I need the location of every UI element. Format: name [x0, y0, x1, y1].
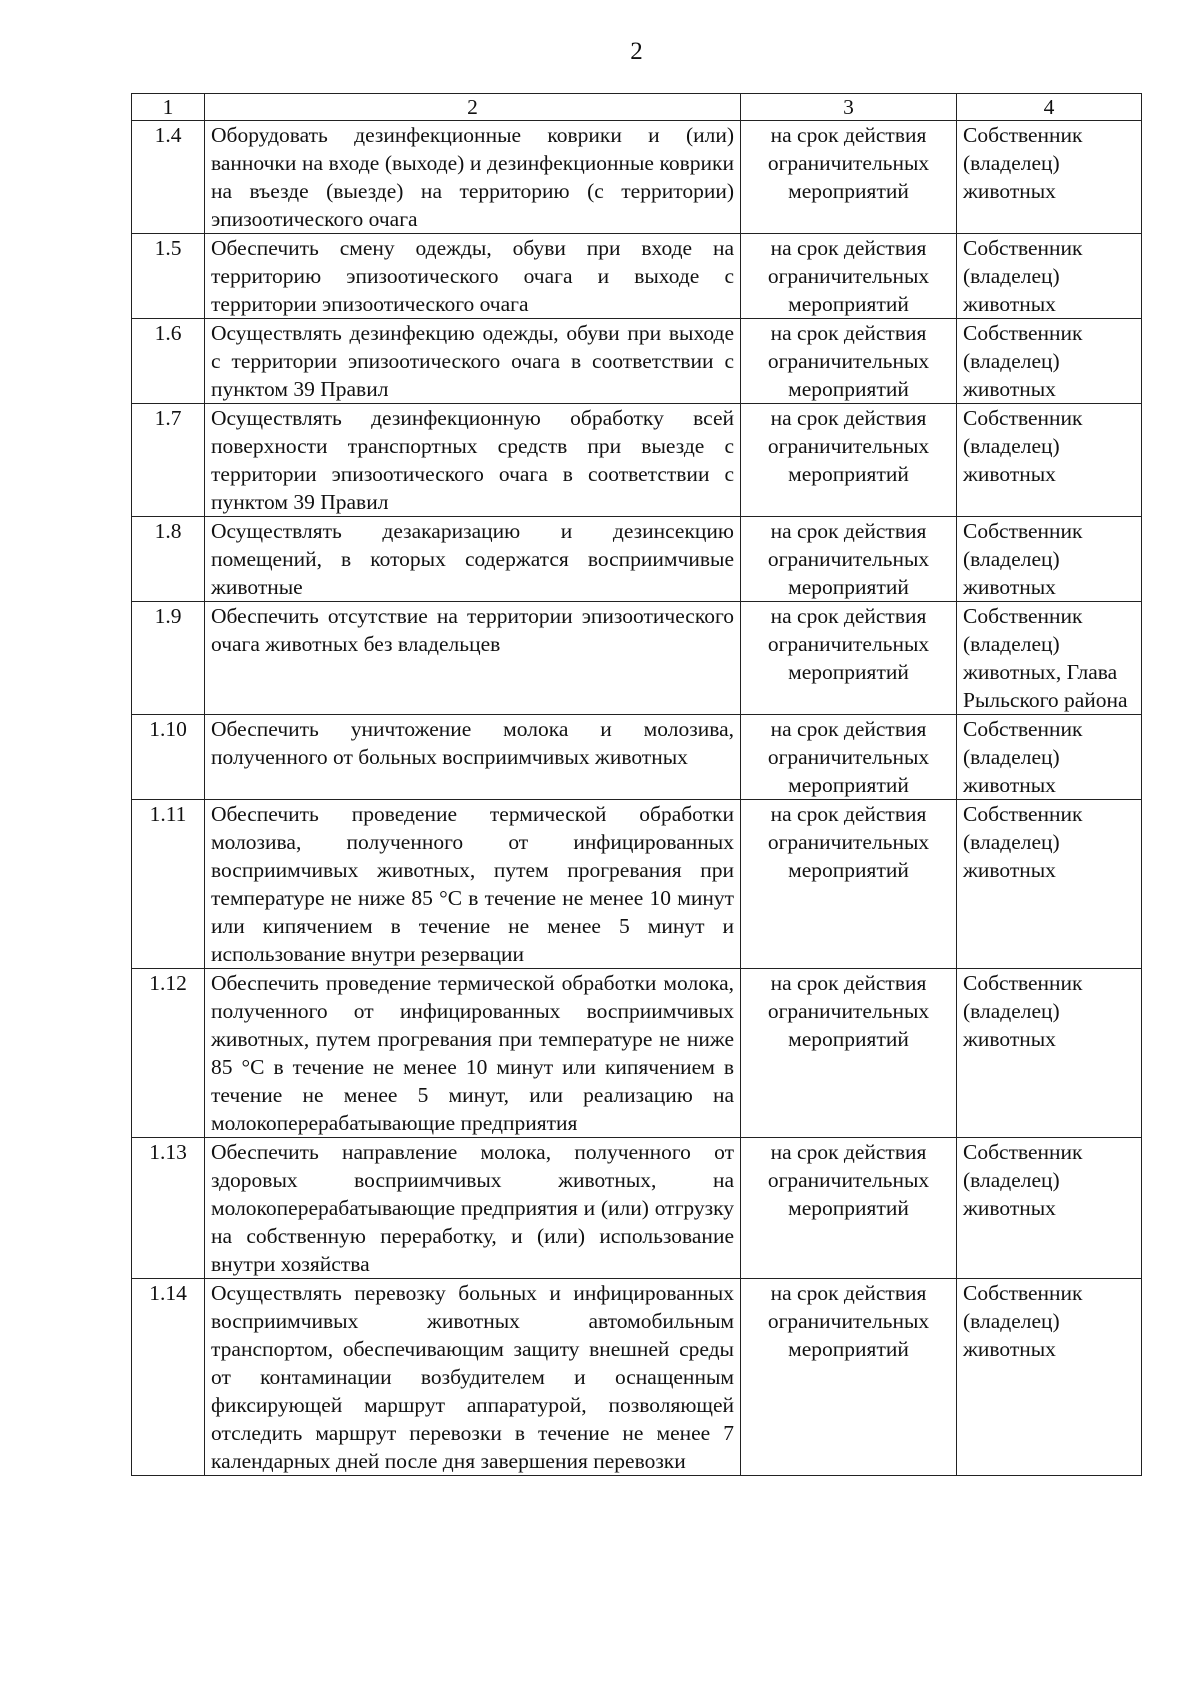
responsible-cell: Собственник (владелец) животных, Глава Рыльского района — [957, 602, 1142, 715]
measure-text: Обеспечить направление молока, полученного от здоровых восприимчивых животных, на молокоперерабатывающие предприятия и (или) отгрузку на собственную переработку, и (или) использование внутри хозяйства — [205, 1138, 741, 1279]
row-number: 1.8 — [132, 517, 205, 602]
term-cell: на срок действия ограничительных мероприятий — [741, 969, 957, 1138]
table-row — [132, 234, 1142, 319]
table-row — [132, 602, 1142, 715]
row-number: 1.5 — [132, 234, 205, 319]
measures-table — [131, 93, 1142, 1476]
measure-text: Обеспечить проведение термической обработки молозива, полученного от инфицированных восприимчивых животных, путем прогревания при температуре не ниже 85 °С в течение не менее 10 минут или кипячением в течение не менее 5 минут и использование внутри резервации — [205, 800, 741, 969]
term-cell: на срок действия ограничительных мероприятий — [741, 319, 957, 404]
term-cell: на срок действия ограничительных мероприятий — [741, 800, 957, 969]
row-number: 1.14 — [132, 1279, 205, 1476]
measure-text: Обеспечить проведение термической обработки молока, полученного от инфицированных восприимчивых животных, путем прогревания при температуре не ниже 85 °С в течение не менее 10 минут или кипячением в течение не менее 5 минут, или реализацию на молокоперерабатывающие предприятия — [205, 969, 741, 1138]
measure-text: Обеспечить уничтожение молока и молозива, полученного от больных восприимчивых животных — [205, 715, 741, 800]
column-header-number: 1 — [132, 94, 205, 121]
measure-text: Обеспечить смену одежды, обуви при входе на территорию эпизоотического очага и выходе с территории эпизоотического очага — [205, 234, 741, 319]
table-row — [132, 1279, 1142, 1476]
table-row — [132, 121, 1142, 234]
row-number: 1.9 — [132, 602, 205, 715]
measure-text: Осуществлять дезинфекцию одежды, обуви при выходе с территории эпизоотического очага в соответствии с пунктом 39 Правил — [205, 319, 741, 404]
term-cell: на срок действия ограничительных мероприятий — [741, 1138, 957, 1279]
row-number: 1.10 — [132, 715, 205, 800]
table-row — [132, 969, 1142, 1138]
measure-text: Осуществлять дезакаризацию и дезинсекцию помещений, в которых содержатся восприимчивые животные — [205, 517, 741, 602]
table-row — [132, 715, 1142, 800]
row-number: 1.12 — [132, 969, 205, 1138]
term-cell: на срок действия ограничительных мероприятий — [741, 715, 957, 800]
responsible-cell: Собственник (владелец) животных — [957, 517, 1142, 602]
row-number: 1.6 — [132, 319, 205, 404]
responsible-cell: Собственник (владелец) животных — [957, 1279, 1142, 1476]
column-header-term: 3 — [741, 94, 957, 121]
table-row — [132, 1138, 1142, 1279]
term-cell: на срок действия ограничительных мероприятий — [741, 1279, 957, 1476]
responsible-cell: Собственник (владелец) животных — [957, 121, 1142, 234]
term-cell: на срок действия ограничительных мероприятий — [741, 517, 957, 602]
row-number: 1.13 — [132, 1138, 205, 1279]
term-cell: на срок действия ограничительных мероприятий — [741, 234, 957, 319]
term-cell: на срок действия ограничительных мероприятий — [741, 404, 957, 517]
responsible-cell: Собственник (владелец) животных — [957, 969, 1142, 1138]
table-row — [132, 319, 1142, 404]
measure-text: Осуществлять дезинфекционную обработку всей поверхности транспортных средств при выезде с территории эпизоотического очага в соответствии с пунктом 39 Правил — [205, 404, 741, 517]
row-number: 1.11 — [132, 800, 205, 969]
table-row — [132, 404, 1142, 517]
measure-text: Обеспечить отсутствие на территории эпизоотического очага животных без владельцев — [205, 602, 741, 715]
table-row — [132, 800, 1142, 969]
row-number: 1.7 — [132, 404, 205, 517]
column-header-measure: 2 — [205, 94, 741, 121]
responsible-cell: Собственник (владелец) животных — [957, 404, 1142, 517]
term-cell: на срок действия ограничительных мероприятий — [741, 121, 957, 234]
responsible-cell: Собственник (владелец) животных — [957, 234, 1142, 319]
table-header-row — [132, 94, 1142, 121]
measure-text: Осуществлять перевозку больных и инфицированных восприимчивых животных автомобильным транспортом, обеспечивающим защиту внешней среды от контаминации возбудителем и оснащенным фиксирующей маршрут аппаратурой, позволяющей отследить маршрут перевозки в течение не менее 7 календарных дней после дня завершения перевозки — [205, 1279, 741, 1476]
row-number: 1.4 — [132, 121, 205, 234]
responsible-cell: Собственник (владелец) животных — [957, 319, 1142, 404]
responsible-cell: Собственник (владелец) животных — [957, 715, 1142, 800]
responsible-cell: Собственник (владелец) животных — [957, 800, 1142, 969]
term-cell: на срок действия ограничительных мероприятий — [741, 602, 957, 715]
column-header-responsible: 4 — [957, 94, 1142, 121]
measure-text: Оборудовать дезинфекционные коврики и (или) ванночки на входе (выходе) и дезинфекционные коврики на въезде (выезде) на территорию (с территории) эпизоотического очага — [205, 121, 741, 234]
responsible-cell: Собственник (владелец) животных — [957, 1138, 1142, 1279]
table-row — [132, 517, 1142, 602]
page-number: 2 — [630, 38, 643, 65]
